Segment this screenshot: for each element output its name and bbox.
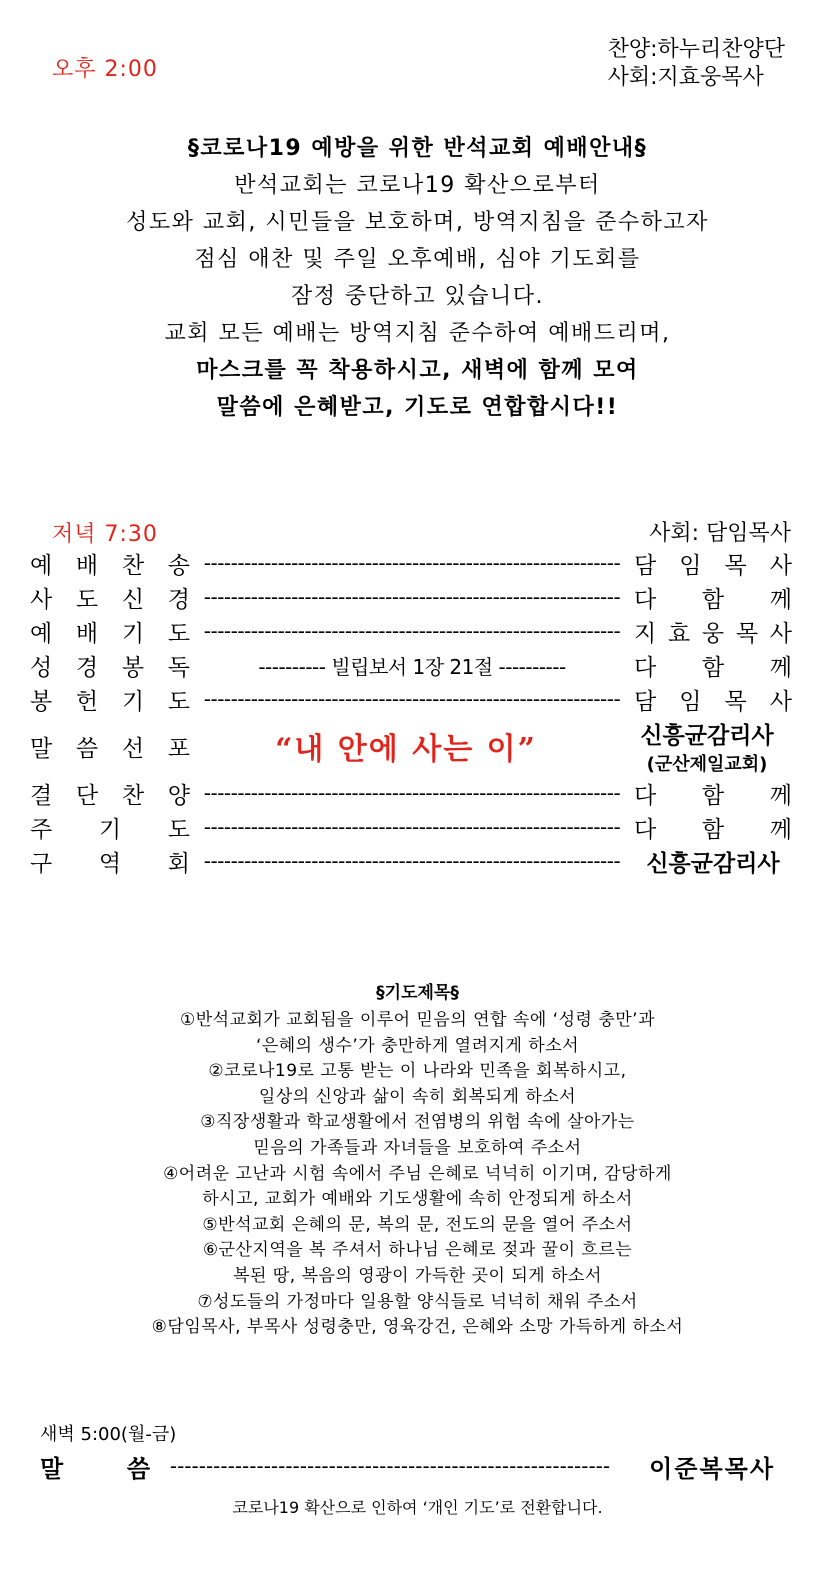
prayer-line: 믿음의 가족들과 자녀들을 보호하여 주소서 bbox=[253, 1137, 582, 1158]
dash-leader: -------------------------------------------------------------- bbox=[203, 849, 621, 873]
order-item: 사 도 신 경 bbox=[30, 586, 190, 613]
order-row bbox=[30, 580, 792, 614]
dash-leader: -------------------------------------------------------------- bbox=[203, 687, 621, 711]
afternoon-credits bbox=[608, 36, 785, 92]
prayer-line: 하시고, 교회가 예배와 기도생활에 속히 안정되게 하소서 bbox=[202, 1189, 633, 1210]
sermon-preacher-block bbox=[622, 717, 792, 776]
prayer-line: ⑥군산지역을 복 주셔서 하나님 은혜로 젖과 꿀이 흐르는 bbox=[202, 1240, 633, 1261]
afternoon-host: 사회:지효웅목사 bbox=[607, 65, 764, 90]
order-row bbox=[30, 810, 792, 844]
sermon-title: “내 안에 사는 이” bbox=[275, 732, 537, 767]
prayer-line: ⑤반석교회 은혜의 문, 복의 문, 전도의 문을 열어 주소서 bbox=[202, 1214, 633, 1235]
notice-title: §코로나19 예방을 위한 반석교회 예배안내§ bbox=[187, 136, 648, 161]
order-item: 구 역 회 bbox=[30, 850, 190, 877]
order-leader: 신흥균감리사 bbox=[646, 850, 780, 877]
order-leader: 다 함 께 bbox=[634, 816, 792, 843]
prayer-line: ②코로나19로 고통 받는 이 나라와 민족을 회복하시고, bbox=[208, 1061, 627, 1082]
sermon-item: 말 씀 선 포 bbox=[30, 735, 190, 762]
prayer-line: ④어려운 고난과 시험 속에서 주님 은혜로 넉넉히 이기며, 감당하게 bbox=[163, 1163, 672, 1184]
order-item: 봉 헌 기 도 bbox=[30, 688, 190, 715]
notice-line: 성도와 교회, 시민들을 보호하며, 방역지침을 준수하고자 bbox=[126, 210, 709, 235]
dash-leader: -------------------------------------------------------------- bbox=[203, 815, 621, 839]
scripture-reference: 빌립보서 1장 21절 bbox=[331, 654, 493, 679]
notice-line: 잠정 중단하고 있습니다. bbox=[290, 284, 544, 309]
prayer-line: 복된 땅, 복음의 영광이 가득한 곳이 되게 하소서 bbox=[233, 1265, 602, 1286]
order-row bbox=[30, 682, 792, 716]
evening-host: 사회: 담임목사 bbox=[649, 521, 791, 546]
afternoon-choir: 찬양:하누리찬양단 bbox=[607, 37, 785, 62]
dash-leader: ------------------------------------------------------------- bbox=[169, 1454, 611, 1478]
order-row bbox=[30, 546, 792, 580]
notice-line: 교회 모든 예배는 방역지침 준수하여 예배드리며, bbox=[164, 321, 671, 346]
afternoon-time: 오후 2:00 bbox=[52, 57, 158, 82]
notice-line: 반석교회는 코로나19 확산으로부터 bbox=[234, 173, 601, 198]
order-row bbox=[30, 648, 792, 682]
order-item: 예 배 기 도 bbox=[30, 620, 190, 647]
order-leader: 다 함 께 bbox=[634, 654, 792, 681]
dawn-row bbox=[40, 1446, 775, 1486]
prayer-line: 일상의 신앙과 삶이 속히 회복되게 하소서 bbox=[258, 1086, 577, 1107]
dash-leader: -------------------------------------------------------------- bbox=[203, 619, 621, 643]
worship-notice bbox=[0, 130, 835, 426]
order-item: 예 배 찬 송 bbox=[30, 552, 190, 579]
sermon-church: (군산제일교회) bbox=[646, 753, 768, 775]
notice-bold-line: 말씀에 은혜받고, 기도로 연합합시다!! bbox=[216, 395, 619, 420]
order-item: 결 단 찬 양 bbox=[30, 782, 190, 809]
order-item: 성 경 봉 독 bbox=[30, 654, 190, 681]
dawn-item: 말 씀 bbox=[40, 1454, 150, 1483]
notice-bold-line: 마스크를 꼭 착용하시고, 새벽에 함께 모여 bbox=[196, 358, 639, 383]
order-leader: 담 임 목 사 bbox=[634, 552, 792, 579]
dash-leader: ---------- 빌립보서 1장 21절 ---------- bbox=[258, 654, 566, 679]
order-leader: 다 함 께 bbox=[634, 782, 792, 809]
sermon-preacher: 신흥균감리사 bbox=[640, 722, 774, 749]
prayer-topics bbox=[0, 978, 835, 1341]
sermon-row bbox=[30, 716, 792, 776]
order-item: 주 기 도 bbox=[30, 816, 190, 843]
dawn-note: 코로나19 확산으로 인하여 ‘개인 기도’로 전환합니다. bbox=[232, 1498, 603, 1517]
prayer-line: ⑧담임목사, 부목사 성령충만, 영육강건, 은혜와 소망 가득하게 하소서 bbox=[151, 1317, 684, 1338]
order-row bbox=[30, 844, 792, 878]
order-leader: 지 효 웅 목 사 bbox=[634, 620, 792, 647]
order-leader: 담 임 목 사 bbox=[634, 688, 792, 715]
notice-line: 점심 애찬 및 주일 오후예배, 심야 기도회를 bbox=[194, 247, 641, 272]
dash-leader: -------------------------------------------------------------- bbox=[203, 585, 621, 609]
dawn-leader: 이준복목사 bbox=[649, 1454, 775, 1483]
evening-order bbox=[30, 546, 792, 878]
prayer-line: ①반석교회가 교회됨을 이루어 믿음의 연합 속에 ‘성령 충만’과 bbox=[179, 1010, 655, 1030]
order-row bbox=[30, 614, 792, 648]
dash-leader: -------------------------------------------------------------- bbox=[203, 781, 621, 805]
prayer-line: ③직장생활과 학교생활에서 전염병의 위험 속에 살아가는 bbox=[200, 1112, 635, 1133]
dawn-time: 새벽 5:00(월-금) bbox=[40, 1424, 177, 1445]
order-leader: 다 함 께 bbox=[634, 586, 792, 613]
dash-leader: -------------------------------------------------------------- bbox=[203, 551, 621, 575]
prayer-line: ‘은혜의 생수’가 충만하게 열려지게 하소서 bbox=[255, 1035, 580, 1056]
order-row bbox=[30, 776, 792, 810]
prayer-line: ⑦성도들의 가정마다 일용할 양식들로 넉넉히 채워 주소서 bbox=[197, 1291, 638, 1312]
prayer-title: §기도제목§ bbox=[376, 983, 459, 1003]
evening-time: 저녁 7:30 bbox=[52, 522, 158, 547]
